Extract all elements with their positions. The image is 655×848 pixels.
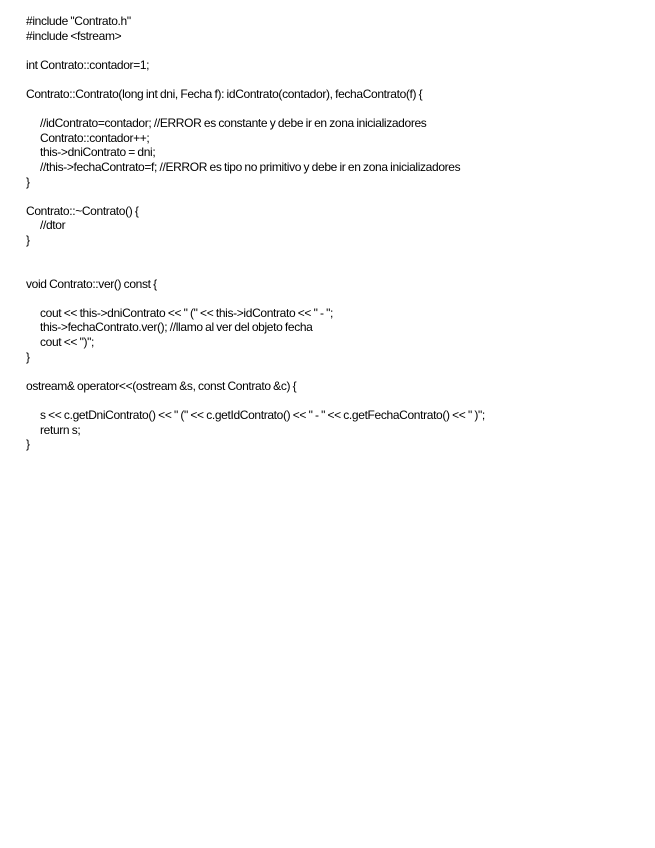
code-line: } xyxy=(26,232,30,247)
code-line: //this->fechaContrato=f; //ERROR es tipo no primitivo y debe ir en zona inicializadores xyxy=(40,159,461,174)
code-line: } xyxy=(26,174,30,189)
blank-line xyxy=(26,393,485,408)
code-line: //dtor xyxy=(40,218,66,233)
blank-line xyxy=(26,102,485,117)
blank-line xyxy=(26,364,485,379)
code-line: #include "Contrato.h" xyxy=(26,14,131,28)
code-line: Contrato::Contrato(long int dni, Fecha f): idContrato(contador), fechaContrato(f) { xyxy=(26,86,423,101)
code-line: //idContrato=contador; //ERROR es constante y debe ir en zona inicializadores xyxy=(40,116,427,131)
blank-line xyxy=(26,262,485,277)
blank-line xyxy=(26,189,485,204)
code-line: int Contrato::contador=1; xyxy=(26,57,150,72)
code-line: Contrato::contador++; xyxy=(40,130,150,145)
code-line: cout << ")"; xyxy=(40,335,95,350)
code-line: ostream& operator<<(ostream &s, const Contrato &c) { xyxy=(26,378,297,393)
blank-line xyxy=(26,248,485,263)
code-line: Contrato::~Contrato() { xyxy=(26,203,139,218)
code-line: s << c.getDniContrato() << " (" << c.getIdContrato() << " - " << c.getFechaContrato() << " )"; xyxy=(40,408,485,423)
code-line: this->fechaContrato.ver(); //llamo al ver del objeto fecha xyxy=(40,320,313,335)
code-line: void Contrato::ver() const { xyxy=(26,276,157,291)
code-line: this->dniContrato = dni; xyxy=(40,145,156,160)
code-line: cout << this->dniContrato << " (" << this->idContrato << " - "; xyxy=(40,305,333,320)
blank-line xyxy=(26,291,485,306)
blank-line xyxy=(26,72,485,87)
source-code-block xyxy=(26,14,485,452)
code-line: } xyxy=(26,437,30,452)
code-line: return s; xyxy=(40,422,81,437)
code-line: } xyxy=(26,349,30,364)
code-line: #include <fstream> xyxy=(26,28,122,43)
blank-line xyxy=(26,43,485,58)
